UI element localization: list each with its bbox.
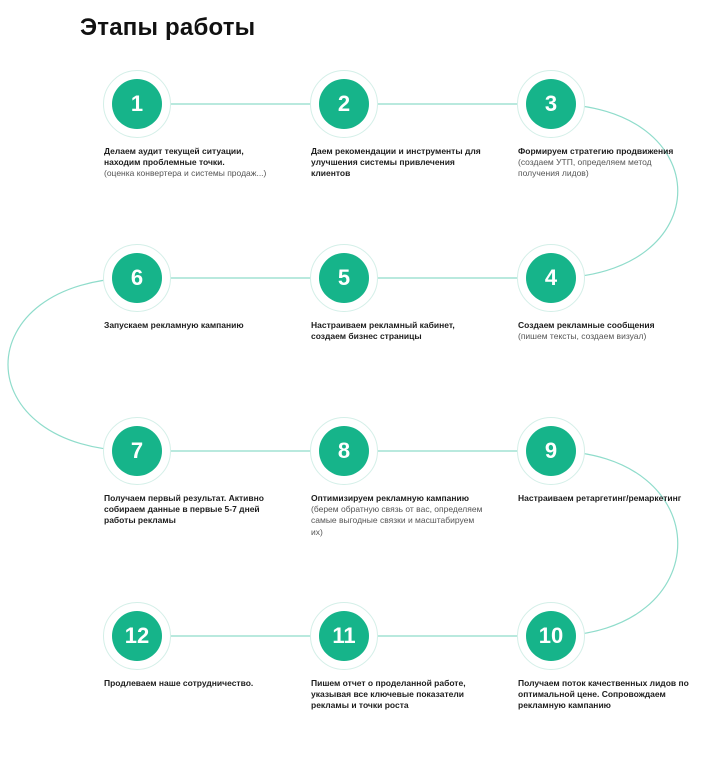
step-title: Делаем аудит текущей ситуации, находим проблемные точки. (104, 146, 244, 168)
step-title: Пишем отчет о проделанной работе, указывая все ключевые показатели рекламы и точки роста (311, 678, 466, 711)
step-number: 7 (112, 426, 162, 476)
step-title: Продлеваем наше сотрудничество. (104, 678, 254, 688)
step-11-description (311, 678, 486, 712)
step-number: 10 (526, 611, 576, 661)
step-number: 6 (112, 253, 162, 303)
step-1-circle (103, 70, 171, 138)
step-11-circle (310, 602, 378, 670)
step-title: Даем рекомендации и инструменты для улучшения системы привлечения клиентов (311, 146, 481, 179)
step-number: 5 (319, 253, 369, 303)
step-8-description (311, 493, 486, 538)
step-number: 3 (526, 79, 576, 129)
step-note: (берем обратную связь от вас, определяем самые выгодные связки и масштабируем их) (311, 504, 483, 537)
step-number: 9 (526, 426, 576, 476)
step-9-circle (517, 417, 585, 485)
step-number: 2 (319, 79, 369, 129)
step-title: Формируем стратегию продвижения (518, 146, 674, 156)
step-5-description (311, 320, 486, 342)
step-number: 1 (112, 79, 162, 129)
step-number: 4 (526, 253, 576, 303)
step-6-description (104, 320, 279, 331)
step-note: (создаем УТП, определяем метод получения лидов) (518, 157, 652, 179)
step-10-description (518, 678, 693, 712)
step-4-description (518, 320, 693, 342)
step-title: Получаем первый результат. Активно собираем данные в первые 5-7 дней работы рекламы (104, 493, 264, 526)
step-title: Оптимизируем рекламную кампанию (311, 493, 469, 503)
step-2-circle (310, 70, 378, 138)
step-7-circle (103, 417, 171, 485)
connector-line (8, 104, 678, 636)
step-number: 12 (112, 611, 162, 661)
step-10-circle (517, 602, 585, 670)
step-title: Создаем рекламные сообщения (518, 320, 655, 330)
step-note: (оценка конвертера и системы продаж...) (104, 168, 267, 179)
step-8-circle (310, 417, 378, 485)
step-5-circle (310, 244, 378, 312)
step-4-circle (517, 244, 585, 312)
step-7-description (104, 493, 279, 527)
step-3-circle (517, 70, 585, 138)
step-note: (пишем тексты, создаем визуал) (518, 331, 647, 342)
step-9-description (518, 493, 693, 504)
step-12-description (104, 678, 279, 689)
step-2-description (311, 146, 486, 180)
step-3-description (518, 146, 693, 180)
step-number: 11 (319, 611, 369, 661)
step-title: Запускаем рекламную кампанию (104, 320, 244, 330)
step-title: Получаем поток качественных лидов по оптимальной цене. Сопровождаем рекламную кампанию (518, 678, 689, 711)
step-1-description (104, 146, 279, 180)
step-12-circle (103, 602, 171, 670)
step-6-circle (103, 244, 171, 312)
step-number: 8 (319, 426, 369, 476)
page-title: Этапы работы (80, 14, 256, 41)
step-title: Настраиваем рекламный кабинет, создаем бизнес страницы (311, 320, 455, 342)
step-title: Настраиваем ретаргетинг/ремаркетинг (518, 493, 682, 503)
